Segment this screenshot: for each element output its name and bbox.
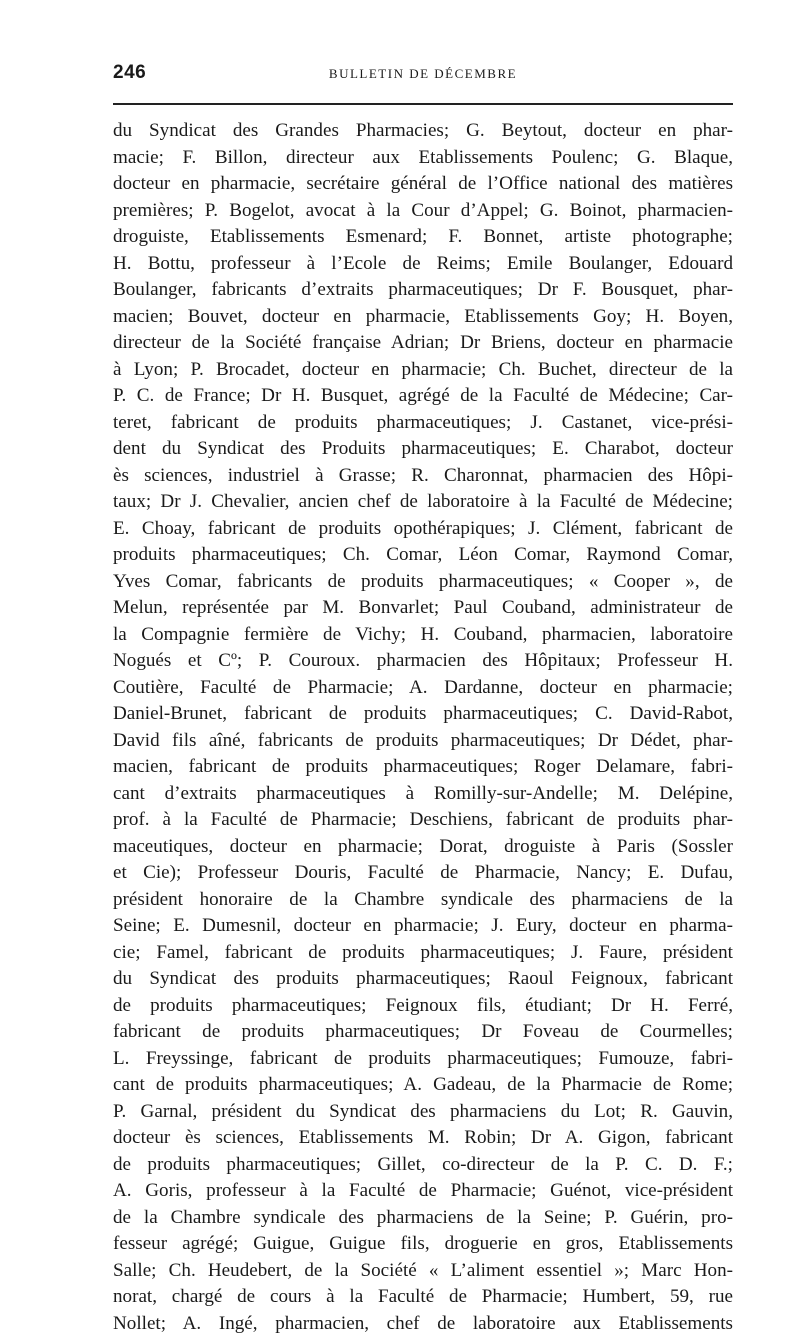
text-line: la Compagnie fermière de Vichy; H. Couband, pharmacien, laboratoire — [113, 622, 733, 649]
text-line: Seine; E. Dumesnil, docteur en pharmacie; J. Eury, docteur en pharma- — [113, 913, 733, 940]
text-line: H. Bottu, professeur à l’Ecole de Reims; Emile Boulanger, Edouard — [113, 251, 733, 278]
text-line: directeur de la Société française Adrian; Dr Briens, docteur en pharmacie — [113, 330, 733, 357]
text-line: cant d’extraits pharmaceutiques à Romilly-sur-Andelle; M. Delépine, — [113, 781, 733, 808]
text-line: Coutière, Faculté de Pharmacie; A. Dardanne, docteur en pharmacie; — [113, 675, 733, 702]
text-line: fesseur agrégé; Guigue, Guigue fils, droguerie en gros, Etablissements — [113, 1231, 733, 1258]
text-line: cie; Famel, fabricant de produits pharmaceutiques; J. Faure, président — [113, 940, 733, 967]
text-line: P. C. de France; Dr H. Busquet, agrégé de la Faculté de Médecine; Car- — [113, 383, 733, 410]
text-line: ès sciences, industriel à Grasse; R. Charonnat, pharmacien des Hôpi- — [113, 463, 733, 490]
text-line: président honoraire de la Chambre syndicale des pharmaciens de la — [113, 887, 733, 914]
text-line: à Lyon; P. Brocadet, docteur en pharmacie; Ch. Buchet, directeur de la — [113, 357, 733, 384]
text-line: produits pharmaceutiques; Ch. Comar, Léon Comar, Raymond Comar, — [113, 542, 733, 569]
text-line: du Syndicat des produits pharmaceutiques; Raoul Feignoux, fabricant — [113, 966, 733, 993]
text-line: de la Chambre syndicale des pharmaciens de la Seine; P. Guérin, pro- — [113, 1205, 733, 1232]
text-line: Boulanger, fabricants d’extraits pharmaceutiques; Dr F. Bousquet, phar- — [113, 277, 733, 304]
text-line: docteur ès sciences, Etablissements M. Robin; Dr A. Gigon, fabricant — [113, 1125, 733, 1152]
body-text — [113, 118, 733, 1337]
text-line: Nogués et Cº; P. Couroux. pharmacien des Hôpitaux; Professeur H. — [113, 648, 733, 675]
text-line: prof. à la Faculté de Pharmacie; Deschiens, fabricant de produits phar- — [113, 807, 733, 834]
text-line: dent du Syndicat des Produits pharmaceutiques; E. Charabot, docteur — [113, 436, 733, 463]
text-line: Salle; Ch. Heudebert, de la Société « L’aliment essentiel »; Marc Hon- — [113, 1258, 733, 1285]
text-line: droguiste, Etablissements Esmenard; F. Bonnet, artiste photographe; — [113, 224, 733, 251]
text-line: P. Garnal, président du Syndicat des pharmaciens du Lot; R. Gauvin, — [113, 1099, 733, 1126]
text-line: maceutiques, docteur en pharmacie; Dorat, droguiste à Paris (Sossler — [113, 834, 733, 861]
header-rule — [113, 103, 733, 105]
text-line: Yves Comar, fabricants de produits pharmaceutiques; « Cooper », de — [113, 569, 733, 596]
text-line: norat, chargé de cours à la Faculté de Pharmacie; Humbert, 59, rue — [113, 1284, 733, 1311]
text-line: premières; P. Bogelot, avocat à la Cour d’Appel; G. Boinot, pharmacien- — [113, 198, 733, 225]
text-line: macien; Bouvet, docteur en pharmacie, Etablissements Goy; H. Boyen, — [113, 304, 733, 331]
text-line: L. Freyssinge, fabricant de produits pharmaceutiques; Fumouze, fabri- — [113, 1046, 733, 1073]
running-title: BULLETIN DE DÉCEMBRE — [113, 66, 733, 82]
text-line: de produits pharmaceutiques; Gillet, co-directeur de la P. C. D. F.; — [113, 1152, 733, 1179]
page-header — [113, 62, 733, 92]
text-line: cant de produits pharmaceutiques; A. Gadeau, de la Pharmacie de Rome; — [113, 1072, 733, 1099]
page-number: 246 — [113, 62, 146, 84]
text-line: teret, fabricant de produits pharmaceutiques; J. Castanet, vice-prési- — [113, 410, 733, 437]
text-line: A. Goris, professeur à la Faculté de Pharmacie; Guénot, vice-président — [113, 1178, 733, 1205]
text-line: macien, fabricant de produits pharmaceutiques; Roger Delamare, fabri- — [113, 754, 733, 781]
text-line: taux; Dr J. Chevalier, ancien chef de laboratoire à la Faculté de Médecine; — [113, 489, 733, 516]
text-line: du Syndicat des Grandes Pharmacies; G. Beytout, docteur en phar- — [113, 118, 733, 145]
text-line: fabricant de produits pharmaceutiques; Dr Foveau de Courmelles; — [113, 1019, 733, 1046]
text-line: de produits pharmaceutiques; Feignoux fils, étudiant; Dr H. Ferré, — [113, 993, 733, 1020]
text-line: macie; F. Billon, directeur aux Etablissements Poulenc; G. Blaque, — [113, 145, 733, 172]
text-line: E. Choay, fabricant de produits opothérapiques; J. Clément, fabricant de — [113, 516, 733, 543]
text-line: docteur en pharmacie, secrétaire général de l’Office national des matières — [113, 171, 733, 198]
text-line: David fils aîné, fabricants de produits pharmaceutiques; Dr Dédet, phar- — [113, 728, 733, 755]
text-line: Melun, représentée par M. Bonvarlet; Paul Couband, administrateur de — [113, 595, 733, 622]
text-line: Nollet; A. Ingé, pharmacien, chef de laboratoire aux Etablissements — [113, 1311, 733, 1337]
text-line: et Cie); Professeur Douris, Faculté de Pharmacie, Nancy; E. Dufau, — [113, 860, 733, 887]
text-line: Daniel-Brunet, fabricant de produits pharmaceutiques; C. David-Rabot, — [113, 701, 733, 728]
